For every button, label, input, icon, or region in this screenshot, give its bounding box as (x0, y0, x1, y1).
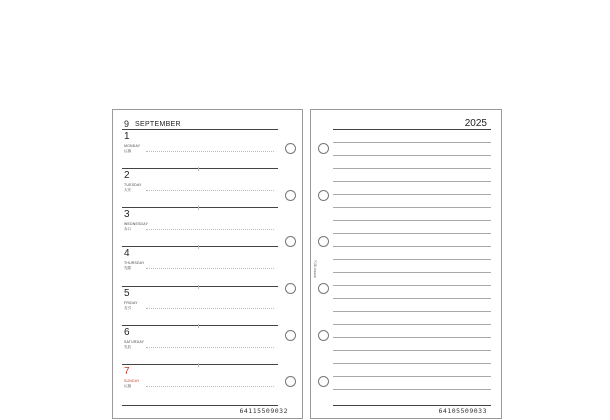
dotted-line (146, 229, 274, 230)
binder-hole (285, 376, 296, 387)
ruled-line (333, 298, 491, 299)
dotted-line (146, 347, 274, 348)
day-rokuyo: 友引 (124, 306, 131, 310)
header-rule (333, 129, 491, 130)
day-tick (198, 285, 199, 289)
day-tick (198, 206, 199, 210)
day-divider (122, 246, 278, 247)
left-planner-page (112, 109, 303, 419)
dotted-line (146, 386, 274, 387)
ruled-line (333, 207, 491, 208)
day-rokuyo: 仏滅 (124, 384, 131, 388)
binder-hole (318, 283, 329, 294)
day-number: 3 (124, 209, 130, 220)
day-row-thursday (122, 249, 278, 289)
binder-hole (318, 376, 329, 387)
header-rule (122, 129, 278, 130)
ruled-line (333, 233, 491, 234)
day-rokuyo: 大安 (124, 188, 131, 192)
day-row-tuesday (122, 171, 278, 211)
ruled-line (333, 168, 491, 169)
binder-hole (318, 330, 329, 341)
day-tick (198, 324, 199, 328)
bottom-rule (122, 405, 278, 406)
day-number: 1 (124, 131, 130, 142)
binder-hole (318, 190, 329, 201)
day-rokuyo: 先負 (124, 345, 131, 349)
ruled-line (333, 155, 491, 156)
binder-hole (318, 143, 329, 154)
day-row-friday (122, 289, 278, 329)
day-number: 7 (124, 366, 130, 377)
day-rokuyo: 仏滅 (124, 149, 131, 153)
dotted-line (146, 151, 274, 152)
ruled-line (333, 389, 491, 390)
bottom-rule (333, 405, 491, 406)
day-rokuyo: 赤口 (124, 227, 131, 231)
binder-hole (285, 283, 296, 294)
binder-hole (318, 236, 329, 247)
ruled-line (333, 311, 491, 312)
day-tick (198, 363, 199, 367)
page-code: 64105509033 (438, 407, 487, 415)
day-number: 6 (124, 327, 130, 338)
day-row-wednesday (122, 210, 278, 250)
day-tick (198, 167, 199, 171)
day-number: 2 (124, 170, 130, 181)
ruled-line (333, 376, 491, 377)
day-row-sunday (122, 367, 278, 407)
day-row-monday (122, 132, 278, 172)
day-divider (122, 207, 278, 208)
day-number: 4 (124, 248, 130, 259)
day-row-saturday (122, 328, 278, 368)
day-name: MONDAY (124, 144, 141, 148)
ruled-line (333, 220, 491, 221)
dotted-line (146, 268, 274, 269)
day-name: WEDNESDAY (124, 222, 149, 226)
ruled-line (333, 363, 491, 364)
month-number: 9 (124, 119, 130, 129)
ruled-line (333, 246, 491, 247)
day-divider (122, 286, 278, 287)
month-name: SEPTEMBER (135, 121, 181, 128)
day-tick (198, 245, 199, 249)
binder-hole (285, 236, 296, 247)
ruled-line (333, 350, 491, 351)
day-name: TUESDAY (124, 183, 142, 187)
dotted-line (146, 308, 274, 309)
ruled-line (333, 272, 491, 273)
day-divider (122, 325, 278, 326)
binder-hole (285, 143, 296, 154)
ruled-line (333, 259, 491, 260)
binder-hole (285, 190, 296, 201)
memo-label: memo 메모 (313, 260, 317, 278)
ruled-line (333, 324, 491, 325)
day-name: FRIDAY (124, 301, 138, 305)
day-number: 5 (124, 288, 130, 299)
page-code: 64115509032 (239, 407, 288, 415)
day-divider (122, 168, 278, 169)
ruled-line (333, 142, 491, 143)
day-rokuyo: 先勝 (124, 266, 131, 270)
ruled-line (333, 181, 491, 182)
year-label: 2025 (464, 118, 487, 129)
day-name: SATURDAY (124, 340, 145, 344)
right-planner-page (310, 109, 502, 419)
day-name: THURSDAY (124, 261, 145, 265)
day-name: SUNDAY (124, 379, 140, 383)
ruled-line (333, 337, 491, 338)
dotted-line (146, 190, 274, 191)
day-divider (122, 364, 278, 365)
ruled-line (333, 285, 491, 286)
ruled-line (333, 194, 491, 195)
binder-hole (285, 330, 296, 341)
